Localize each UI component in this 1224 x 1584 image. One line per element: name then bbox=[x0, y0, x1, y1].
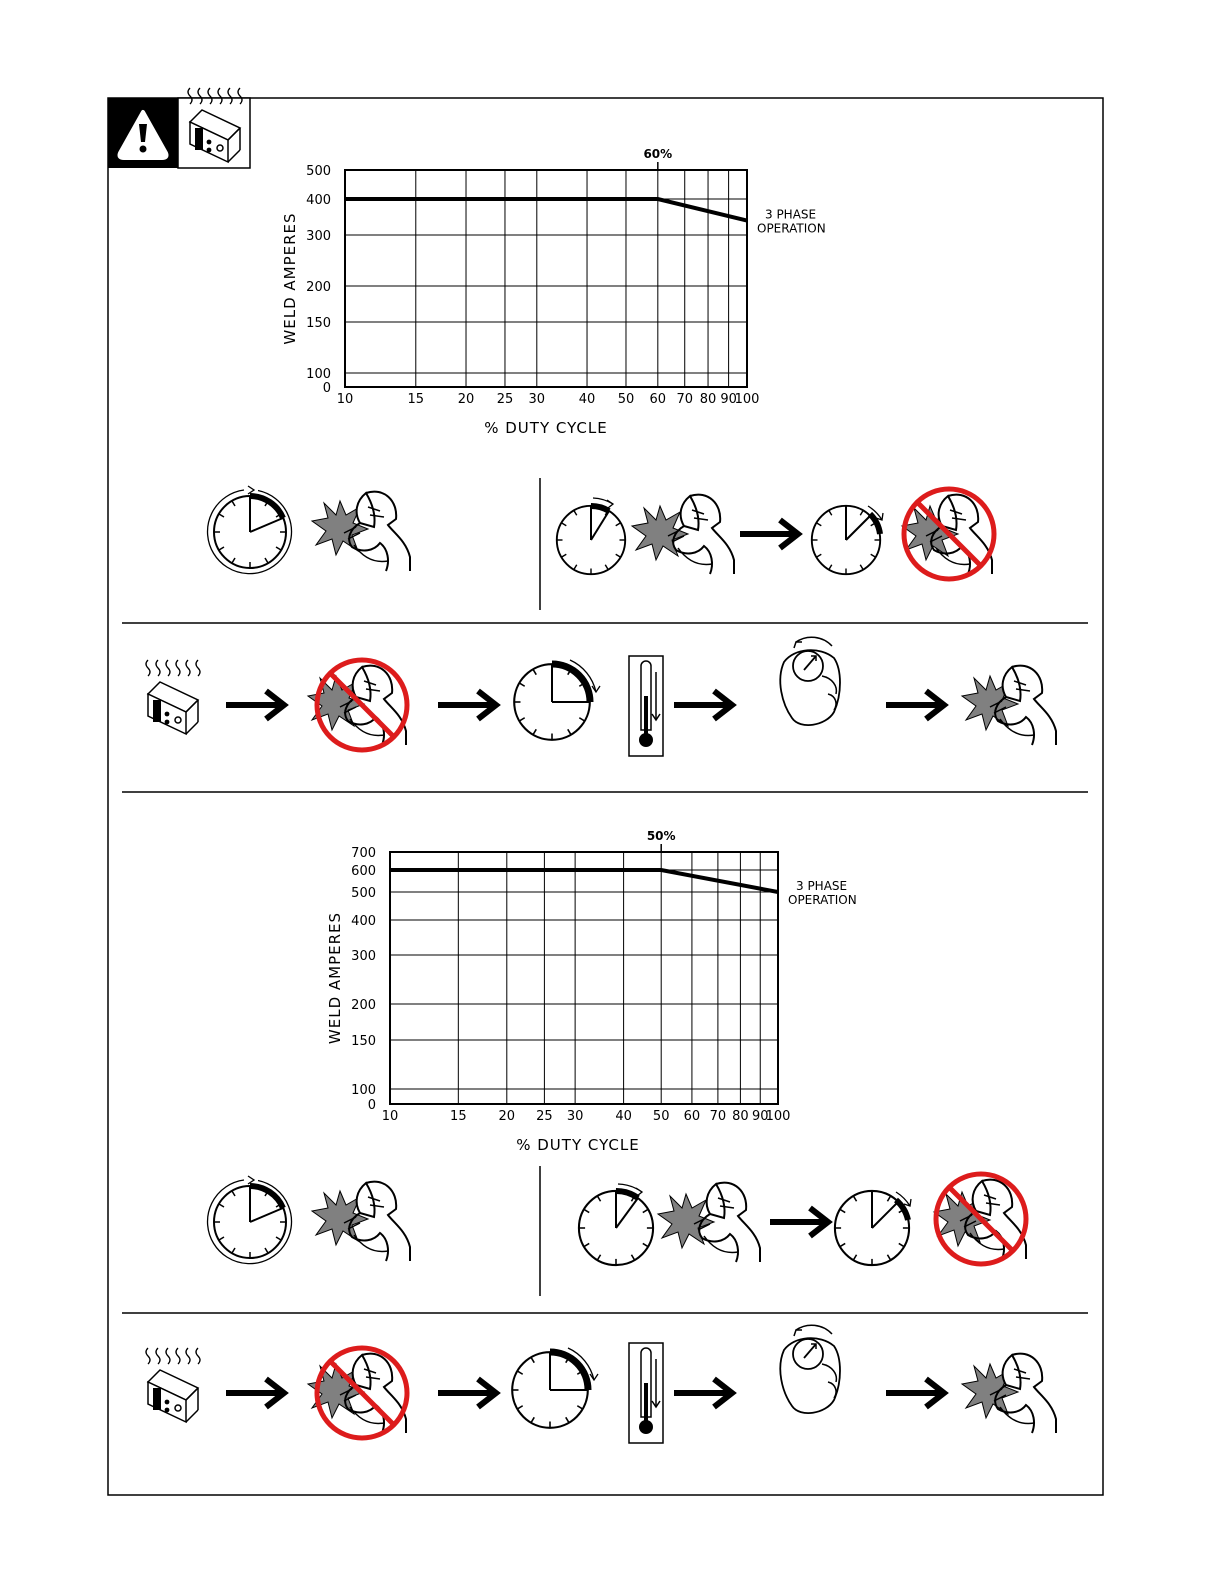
arrow-icon bbox=[226, 1379, 284, 1407]
x-tick-label: 10 bbox=[381, 1109, 399, 1124]
timer-icon bbox=[512, 1348, 598, 1428]
x-tick-label: 25 bbox=[496, 392, 514, 407]
y-tick-label: 500 bbox=[351, 886, 376, 901]
x-tick-label: 20 bbox=[457, 392, 475, 407]
duty-cycle-chart-1 bbox=[281, 147, 826, 437]
overheating-machine-icon bbox=[146, 1348, 200, 1422]
x-tick-label: 10 bbox=[336, 392, 354, 407]
adjust-knob-hand-icon bbox=[780, 637, 840, 725]
y-tick-label: 400 bbox=[306, 193, 331, 208]
x-tick-label: 90 bbox=[751, 1109, 769, 1124]
x-tick-label: 40 bbox=[615, 1109, 632, 1124]
continuous-timer-icon bbox=[208, 486, 292, 574]
y-tick-label: 400 bbox=[351, 914, 376, 929]
x-tick-label: 25 bbox=[536, 1109, 553, 1124]
series-label: 3 PHASE bbox=[796, 879, 848, 893]
no-welding-icon bbox=[934, 1174, 1026, 1264]
thermometer-icon bbox=[629, 1343, 663, 1443]
x-tick-label: 40 bbox=[578, 392, 596, 407]
x-tick-label: 50 bbox=[617, 392, 635, 407]
x-tick-label: 30 bbox=[566, 1109, 584, 1124]
x-tick-label: 60 bbox=[683, 1109, 701, 1124]
y-axis-title: WELD AMPERES bbox=[326, 911, 344, 1045]
timer-icon bbox=[557, 498, 625, 574]
timer-icon bbox=[812, 506, 883, 574]
no-welding-icon bbox=[308, 660, 407, 750]
continuous-timer-icon bbox=[208, 1176, 292, 1264]
y-tick-label: 100 bbox=[351, 1083, 376, 1098]
series-line bbox=[345, 199, 747, 221]
x-tick-label: 70 bbox=[709, 1109, 727, 1124]
marker-label: 50% bbox=[646, 829, 676, 843]
warning-header bbox=[108, 88, 250, 168]
arrow-icon bbox=[770, 1208, 828, 1236]
series-label: OPERATION bbox=[757, 221, 826, 236]
series-line bbox=[390, 870, 778, 892]
x-tick-label: 15 bbox=[450, 1109, 467, 1124]
x-tick-label: 70 bbox=[676, 392, 694, 407]
x-tick-label: 100 bbox=[765, 1109, 791, 1124]
arrow-icon bbox=[886, 1379, 944, 1407]
x-tick-label: 50 bbox=[652, 1109, 670, 1124]
timer-icon bbox=[579, 1184, 653, 1265]
y-tick-label: 600 bbox=[351, 864, 376, 879]
arrow-icon bbox=[674, 1379, 732, 1407]
thermometer-icon bbox=[629, 656, 663, 756]
y-tick-label: 150 bbox=[351, 1034, 376, 1049]
no-welding-icon bbox=[902, 489, 994, 579]
adjust-knob-hand-icon bbox=[780, 1325, 840, 1413]
x-tick-label: 100 bbox=[734, 392, 760, 407]
series-label: 3 PHASE bbox=[765, 207, 817, 222]
y-tick-label: 150 bbox=[306, 316, 331, 331]
arrow-icon bbox=[438, 1379, 496, 1407]
arrow-icon bbox=[226, 691, 284, 719]
x-tick-label: 90 bbox=[720, 392, 737, 407]
section2-duty-icons bbox=[208, 1166, 1026, 1296]
y-tick-label: 0 bbox=[367, 1098, 376, 1113]
y-tick-label: 100 bbox=[306, 367, 331, 382]
section1-overheat-sequence bbox=[146, 637, 1056, 756]
x-axis-title: % DUTY CYCLE bbox=[516, 1136, 640, 1154]
y-tick-label: 700 bbox=[351, 846, 376, 861]
section2-overheat-sequence bbox=[146, 1325, 1056, 1443]
x-tick-label: 80 bbox=[732, 1109, 749, 1124]
plot-frame bbox=[390, 852, 778, 1104]
duty-cycle-chart-2 bbox=[326, 829, 857, 1154]
x-axis-title: % DUTY CYCLE bbox=[484, 419, 608, 437]
series-label: OPERATION bbox=[788, 893, 857, 907]
marker-label: 60% bbox=[643, 147, 673, 161]
y-tick-label: 200 bbox=[351, 998, 376, 1013]
x-tick-label: 20 bbox=[498, 1109, 516, 1124]
x-tick-label: 80 bbox=[699, 392, 717, 407]
y-tick-label: 0 bbox=[322, 381, 331, 396]
y-tick-label: 300 bbox=[351, 949, 376, 964]
plot-frame bbox=[345, 170, 747, 387]
y-tick-label: 200 bbox=[306, 280, 331, 295]
arrow-icon bbox=[674, 691, 732, 719]
no-welding-icon bbox=[308, 1348, 407, 1438]
arrow-icon bbox=[438, 691, 496, 719]
section1-duty-icons bbox=[208, 478, 994, 610]
y-axis-title: WELD AMPERES bbox=[281, 212, 299, 345]
x-tick-label: 60 bbox=[649, 392, 667, 407]
timer-icon bbox=[835, 1191, 911, 1265]
timer-icon bbox=[514, 660, 600, 740]
overheating-machine-icon bbox=[146, 660, 200, 734]
page-border bbox=[108, 98, 1103, 1495]
arrow-icon bbox=[740, 520, 798, 548]
x-tick-label: 15 bbox=[407, 392, 425, 407]
y-tick-label: 500 bbox=[306, 164, 331, 179]
arrow-icon bbox=[886, 691, 944, 719]
x-tick-label: 30 bbox=[528, 392, 546, 407]
y-tick-label: 300 bbox=[306, 229, 331, 244]
